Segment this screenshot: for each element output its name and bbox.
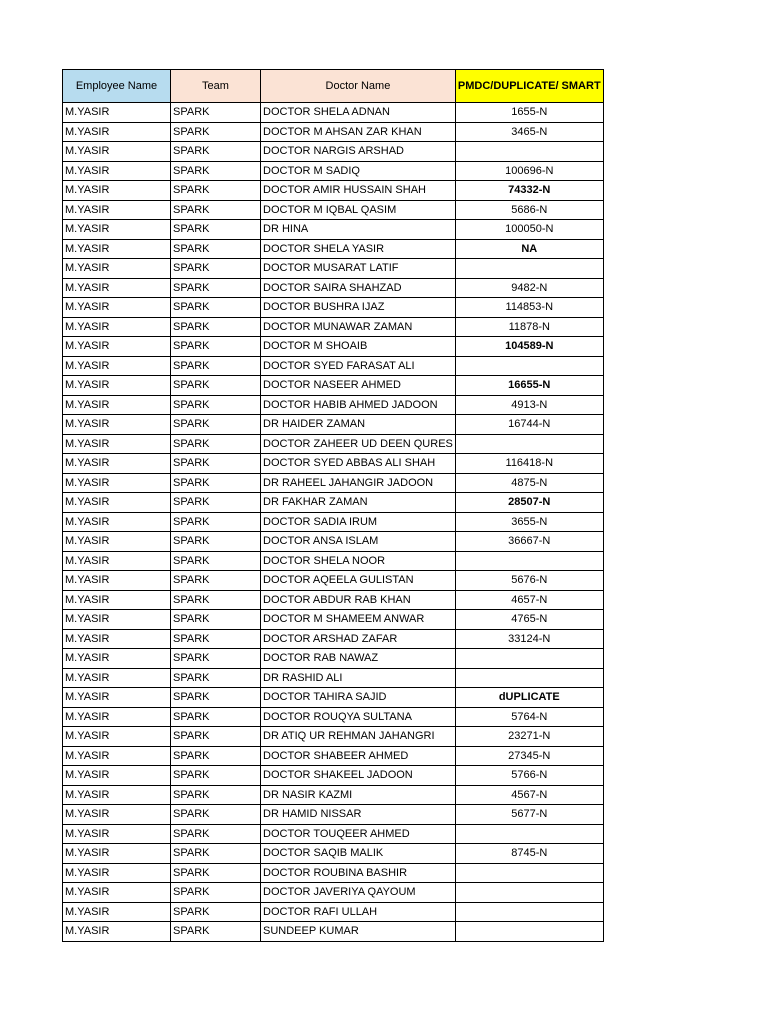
table-row [63,103,604,123]
pmdc-code-cell: 104589-N [455,337,603,357]
employee-name-cell: M.YASIR [63,746,171,766]
team-cell: SPARK [171,883,261,903]
pmdc-code-cell: 16655-N [455,376,603,396]
doctor-name-cell: DOCTOR AMIR HUSSAIN SHAH [261,181,456,201]
doctor-name-cell: DOCTOR SHABEER AHMED [261,746,456,766]
employee-name-cell: M.YASIR [63,337,171,357]
pmdc-code-cell [455,824,603,844]
team-cell: SPARK [171,805,261,825]
pmdc-code-cell: 4913-N [455,395,603,415]
table-row [63,590,604,610]
employee-name-cell: M.YASIR [63,454,171,474]
team-cell: SPARK [171,766,261,786]
table-row [63,259,604,279]
header-pmdc-duplicate-smart: PMDC/DUPLICATE/ SMART [455,70,603,103]
employee-name-cell: M.YASIR [63,532,171,552]
table-row [63,668,604,688]
employee-name-cell: M.YASIR [63,200,171,220]
team-cell: SPARK [171,649,261,669]
pmdc-code-cell: 28507-N [455,493,603,513]
doctor-name-cell: DOCTOR SHELA YASIR [261,239,456,259]
employee-name-cell: M.YASIR [63,181,171,201]
employee-name-cell: M.YASIR [63,688,171,708]
employee-name-cell: M.YASIR [63,317,171,337]
employee-name-cell: M.YASIR [63,376,171,396]
pmdc-code-cell: 3465-N [455,122,603,142]
pmdc-code-cell [455,356,603,376]
team-cell: SPARK [171,532,261,552]
pmdc-code-cell: 23271-N [455,727,603,747]
employee-name-cell: M.YASIR [63,122,171,142]
employee-name-cell: M.YASIR [63,727,171,747]
employee-name-cell: M.YASIR [63,473,171,493]
table-row [63,298,604,318]
doctor-name-cell: DOCTOR ZAHEER UD DEEN QURES [261,434,456,454]
team-cell: SPARK [171,863,261,883]
team-cell: SPARK [171,376,261,396]
doctor-name-cell: DOCTOR M IQBAL QASIM [261,200,456,220]
table-row [63,473,604,493]
employee-name-cell: M.YASIR [63,415,171,435]
pmdc-code-cell [455,551,603,571]
doctor-name-cell: DOCTOR SHELA ADNAN [261,103,456,123]
doctor-name-cell: DR HAMID NISSAR [261,805,456,825]
table-row [63,785,604,805]
doctor-name-cell: DOCTOR RAB NAWAZ [261,649,456,669]
employee-name-cell: M.YASIR [63,512,171,532]
pmdc-code-cell: 4765-N [455,610,603,630]
table-row [63,883,604,903]
team-cell: SPARK [171,278,261,298]
table-body [63,103,604,942]
table-row [63,220,604,240]
table-row [63,161,604,181]
team-cell: SPARK [171,356,261,376]
header-doctor-name: Doctor Name [261,70,456,103]
doctor-name-cell: DR RAHEEL JAHANGIR JADOON [261,473,456,493]
employee-name-cell: M.YASIR [63,161,171,181]
employee-name-cell: M.YASIR [63,883,171,903]
pmdc-code-cell: 4657-N [455,590,603,610]
team-cell: SPARK [171,590,261,610]
table-row [63,239,604,259]
pmdc-code-cell: 114853-N [455,298,603,318]
employee-name-cell: M.YASIR [63,844,171,864]
doctor-name-cell: DR FAKHAR ZAMAN [261,493,456,513]
team-cell: SPARK [171,161,261,181]
table-row [63,512,604,532]
team-cell: SPARK [171,259,261,279]
team-cell: SPARK [171,200,261,220]
team-cell: SPARK [171,220,261,240]
pmdc-code-cell: 3655-N [455,512,603,532]
pmdc-code-cell [455,649,603,669]
table-row [63,922,604,942]
team-cell: SPARK [171,473,261,493]
table-row [63,766,604,786]
pmdc-code-cell: 100696-N [455,161,603,181]
table-row [63,395,604,415]
header-row [63,70,604,103]
table-row [63,356,604,376]
employee-name-cell: M.YASIR [63,610,171,630]
team-cell: SPARK [171,317,261,337]
table-row [63,532,604,552]
employee-name-cell: M.YASIR [63,649,171,669]
employee-name-cell: M.YASIR [63,863,171,883]
employee-name-cell: M.YASIR [63,142,171,162]
table-row [63,454,604,474]
employee-name-cell: M.YASIR [63,103,171,123]
doctor-name-cell: DOCTOR BUSHRA IJAZ [261,298,456,318]
pmdc-code-cell: 36667-N [455,532,603,552]
team-cell: SPARK [171,707,261,727]
employee-name-cell: M.YASIR [63,493,171,513]
table-row [63,337,604,357]
doctor-name-cell: DOCTOR TAHIRA SAJID [261,688,456,708]
pmdc-code-cell: dUPLICATE [455,688,603,708]
employee-name-cell: M.YASIR [63,434,171,454]
table-row [63,727,604,747]
team-cell: SPARK [171,785,261,805]
team-cell: SPARK [171,415,261,435]
pmdc-code-cell [455,863,603,883]
doctor-name-cell: DOCTOR SYED FARASAT ALI [261,356,456,376]
header-team: Team [171,70,261,103]
doctor-name-cell: DOCTOR ANSA ISLAM [261,532,456,552]
doctor-name-cell: DOCTOR ROUQYA SULTANA [261,707,456,727]
pmdc-code-cell: 74332-N [455,181,603,201]
pmdc-code-cell: 5686-N [455,200,603,220]
pmdc-code-cell: 16744-N [455,415,603,435]
team-cell: SPARK [171,512,261,532]
employee-name-cell: M.YASIR [63,707,171,727]
team-cell: SPARK [171,629,261,649]
table-row [63,707,604,727]
team-cell: SPARK [171,824,261,844]
pmdc-code-cell: 1655-N [455,103,603,123]
pmdc-code-cell: 5766-N [455,766,603,786]
doctor-name-cell: DOCTOR HABIB AHMED JADOON [261,395,456,415]
table-row [63,746,604,766]
doctor-name-cell: DR NASIR KAZMI [261,785,456,805]
doctor-name-cell: DOCTOR M SHAMEEM ANWAR [261,610,456,630]
table-row [63,688,604,708]
doctor-name-cell: DR HAIDER ZAMAN [261,415,456,435]
team-cell: SPARK [171,727,261,747]
team-cell: SPARK [171,571,261,591]
table-row [63,571,604,591]
employee-name-cell: M.YASIR [63,902,171,922]
pmdc-code-cell: 33124-N [455,629,603,649]
doctor-name-cell: DOCTOR SHAKEEL JADOON [261,766,456,786]
doctor-name-cell: DOCTOR NARGIS ARSHAD [261,142,456,162]
team-cell: SPARK [171,922,261,942]
table-row [63,317,604,337]
pmdc-code-cell [455,883,603,903]
table-row [63,902,604,922]
employee-name-cell: M.YASIR [63,922,171,942]
employee-name-cell: M.YASIR [63,278,171,298]
team-cell: SPARK [171,298,261,318]
pmdc-code-cell: 100050-N [455,220,603,240]
team-cell: SPARK [171,668,261,688]
pmdc-code-cell: 4567-N [455,785,603,805]
doctor-list-table [62,69,604,942]
doctor-name-cell: DOCTOR JAVERIYA QAYOUM [261,883,456,903]
team-cell: SPARK [171,337,261,357]
pmdc-code-cell: 27345-N [455,746,603,766]
employee-name-cell: M.YASIR [63,668,171,688]
employee-name-cell: M.YASIR [63,259,171,279]
doctor-name-cell: DOCTOR SAQIB MALIK [261,844,456,864]
doctor-name-cell: DOCTOR AQEELA GULISTAN [261,571,456,591]
employee-name-cell: M.YASIR [63,590,171,610]
team-cell: SPARK [171,902,261,922]
table-row [63,805,604,825]
employee-name-cell: M.YASIR [63,629,171,649]
doctor-name-cell: DOCTOR SYED ABBAS ALI SHAH [261,454,456,474]
doctor-name-cell: DR ATIQ UR REHMAN JAHANGRI [261,727,456,747]
doctor-name-cell: DOCTOR SAIRA SHAHZAD [261,278,456,298]
team-cell: SPARK [171,844,261,864]
employee-name-cell: M.YASIR [63,239,171,259]
table-row [63,142,604,162]
table-row [63,551,604,571]
doctor-name-cell: DR HINA [261,220,456,240]
employee-name-cell: M.YASIR [63,395,171,415]
table-row [63,649,604,669]
employee-name-cell: M.YASIR [63,356,171,376]
doctor-name-cell: DOCTOR ABDUR RAB KHAN [261,590,456,610]
doctor-name-cell: DOCTOR SADIA IRUM [261,512,456,532]
pmdc-code-cell: NA [455,239,603,259]
table-header [63,70,604,103]
team-cell: SPARK [171,122,261,142]
employee-name-cell: M.YASIR [63,298,171,318]
table-row [63,824,604,844]
doctor-name-cell: DOCTOR ROUBINA BASHIR [261,863,456,883]
header-employee-name: Employee Name [63,70,171,103]
team-cell: SPARK [171,454,261,474]
doctor-name-cell: DOCTOR TOUQEER AHMED [261,824,456,844]
team-cell: SPARK [171,181,261,201]
team-cell: SPARK [171,610,261,630]
table-row [63,434,604,454]
employee-name-cell: M.YASIR [63,571,171,591]
table-row [63,376,604,396]
team-cell: SPARK [171,395,261,415]
table-row [63,278,604,298]
doctor-name-cell: DR RASHID ALI [261,668,456,688]
pmdc-code-cell: 9482-N [455,278,603,298]
table-row [63,415,604,435]
pmdc-code-cell: 5764-N [455,707,603,727]
pmdc-code-cell [455,434,603,454]
doctor-name-cell: DOCTOR ARSHAD ZAFAR [261,629,456,649]
table-row [63,629,604,649]
employee-name-cell: M.YASIR [63,824,171,844]
table-row [63,844,604,864]
pmdc-code-cell [455,142,603,162]
pmdc-code-cell: 116418-N [455,454,603,474]
pmdc-code-cell [455,902,603,922]
doctor-name-cell: SUNDEEP KUMAR [261,922,456,942]
pmdc-code-cell: 11878-N [455,317,603,337]
doctor-name-cell: DOCTOR RAFI ULLAH [261,902,456,922]
doctor-name-cell: DOCTOR MUSARAT LATIF [261,259,456,279]
pmdc-code-cell [455,922,603,942]
doctor-name-cell: DOCTOR MUNAWAR ZAMAN [261,317,456,337]
doctor-name-cell: DOCTOR M SADIQ [261,161,456,181]
team-cell: SPARK [171,142,261,162]
team-cell: SPARK [171,551,261,571]
team-cell: SPARK [171,746,261,766]
pmdc-code-cell [455,259,603,279]
table-row [63,493,604,513]
team-cell: SPARK [171,103,261,123]
doctor-name-cell: DOCTOR NASEER AHMED [261,376,456,396]
employee-name-cell: M.YASIR [63,220,171,240]
pmdc-code-cell: 4875-N [455,473,603,493]
table-row [63,863,604,883]
pmdc-code-cell: 5676-N [455,571,603,591]
table-row [63,181,604,201]
doctor-name-cell: DOCTOR M SHOAIB [261,337,456,357]
team-cell: SPARK [171,688,261,708]
doctor-name-cell: DOCTOR M AHSAN ZAR KHAN [261,122,456,142]
table-row [63,200,604,220]
team-cell: SPARK [171,239,261,259]
team-cell: SPARK [171,493,261,513]
team-cell: SPARK [171,434,261,454]
pmdc-code-cell [455,668,603,688]
pmdc-code-cell: 8745-N [455,844,603,864]
doctor-name-cell: DOCTOR SHELA NOOR [261,551,456,571]
pmdc-code-cell: 5677-N [455,805,603,825]
employee-name-cell: M.YASIR [63,805,171,825]
table-row [63,610,604,630]
employee-name-cell: M.YASIR [63,766,171,786]
employee-name-cell: M.YASIR [63,785,171,805]
table-row [63,122,604,142]
employee-name-cell: M.YASIR [63,551,171,571]
